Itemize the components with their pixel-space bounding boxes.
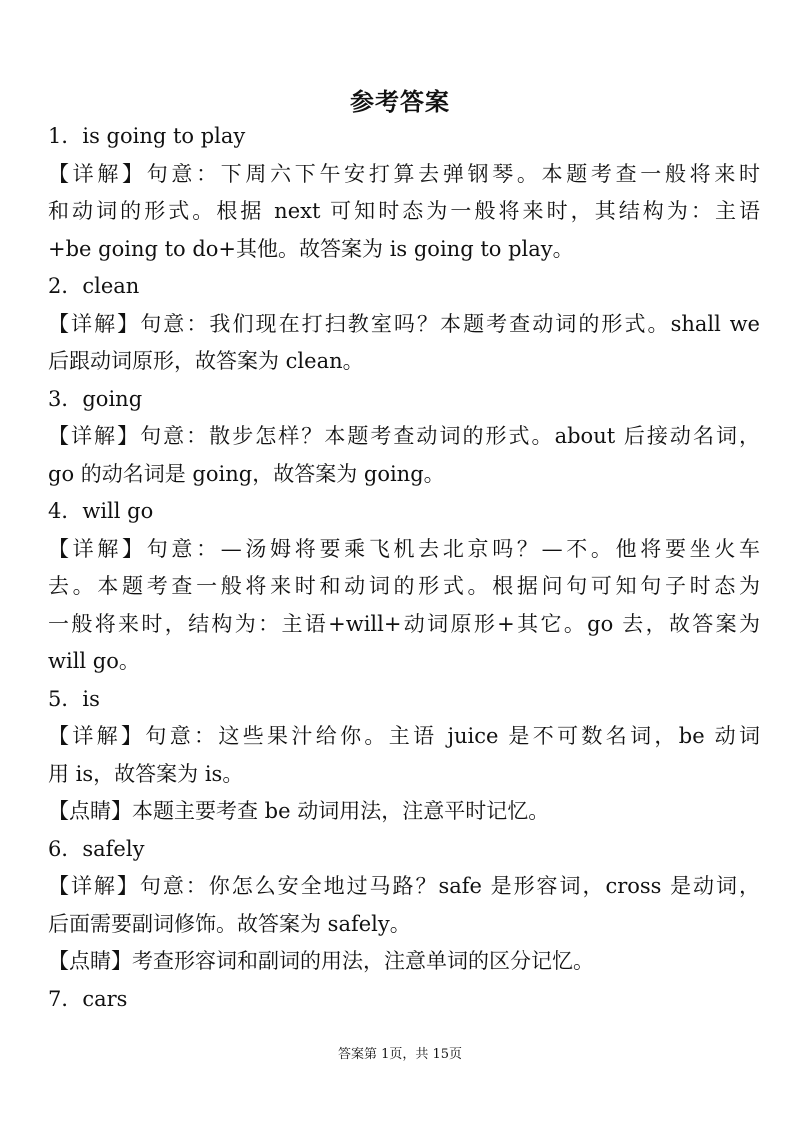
answer-2-explanation-line-1: 【详解】句意：我们现在打扫教室吗？本题考查动词的形式。shall we xyxy=(48,311,760,336)
answer-1-explanation-line-3: +be going to do+其他。故答案为 is going to play。 xyxy=(48,236,574,261)
answer-7-heading: 7．cars xyxy=(48,986,128,1011)
answer-2-heading: 2．clean xyxy=(48,274,140,298)
page-footer: 答案第 1页，共 15页 xyxy=(337,1047,463,1062)
answer-3-explanation-line-1: 【详解】句意：散步怎样？本题考查动词的形式。about 后接动名词， xyxy=(48,424,760,448)
answer-4-explanation-line-4: will go。 xyxy=(48,649,140,673)
page-title: 参考答案 xyxy=(350,87,450,116)
answer-3-explanation-line-2: go 的动名词是 going，故答案为 going。 xyxy=(48,461,445,486)
answer-3-heading: 3．going xyxy=(48,386,143,411)
answer-5-explanation-line-2: 用 is，故答案为 is。 xyxy=(48,761,244,786)
answer-content xyxy=(48,118,760,1018)
answer-4-explanation-line-1: 【详解】句意：—汤姆将要乘飞机去北京吗？—不。他将要坐火车 xyxy=(48,536,760,561)
answer-4-heading: 4．will go xyxy=(48,499,154,523)
answer-2-explanation-line-2: 后跟动词原形，故答案为 clean。 xyxy=(48,349,364,373)
answer-5-explanation-line-1: 【详解】句意：这些果汁给你。主语 juice 是不可数名词，be 动词 xyxy=(48,724,760,748)
answer-6-explanation-line-1: 【详解】句意：你怎么安全地过马路？safe 是形容词，cross 是动词， xyxy=(48,874,760,898)
answer-1-explanation-line-1: 【详解】句意：下周六下午安打算去弹钢琴。本题考查一般将来时 xyxy=(48,161,760,186)
answer-4-explanation-line-3: 一般将来时，结构为：主语+will+动词原形+其它。go 去，故答案为 xyxy=(48,611,760,636)
answer-6-explanation-line-2: 后面需要副词修饰。故答案为 safely。 xyxy=(48,911,411,936)
answer-1-explanation-line-2: 和动词的形式。根据 next 可知时态为一般将来时，其结构为：主语 xyxy=(48,199,760,223)
answer-1-heading: 1．is going to play xyxy=(48,124,246,148)
answer-4-explanation-line-2: 去。本题考查一般将来时和动词的形式。根据问句可知句子时态为 xyxy=(48,574,760,598)
answer-6-heading: 6．safely xyxy=(48,836,145,861)
answer-5-note: 【点睛】本题主要考查 be 动词用法，注意平时记忆。 xyxy=(48,799,550,823)
answer-5-heading: 5．is xyxy=(48,686,100,711)
answer-6-note: 【点睛】考查形容词和副词的用法，注意单词的区分记忆。 xyxy=(48,949,594,973)
